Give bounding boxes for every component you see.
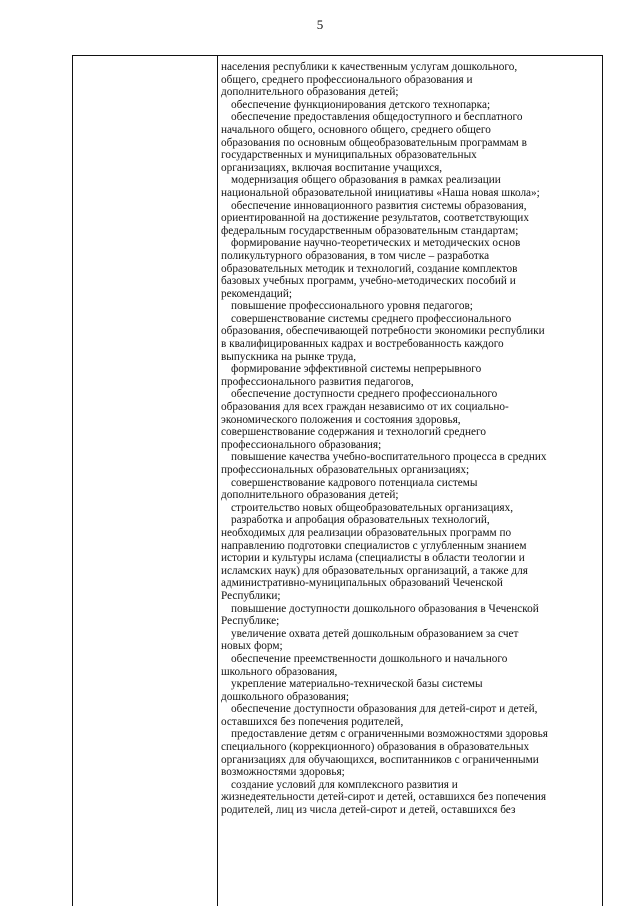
text-line: обеспечение доступности образования для детей-сирот и детей, [231, 703, 538, 716]
text-line: рекомендаций; [221, 287, 292, 300]
text-line: экономического положения и состояния здоровья, [221, 413, 461, 426]
text-line: организациях для обучающихся, воспитанников с ограниченными [221, 753, 539, 766]
text-line: исламских наук) для образовательных организаций, а также для [221, 564, 528, 577]
table-left-cell [72, 56, 218, 906]
text-line: укрепление материально-технической базы системы [231, 678, 483, 691]
text-line: жизнедеятельности детей-сирот и детей, оставшихся без попечения [221, 791, 547, 804]
text-line: федеральным государственным образовательным стандартам; [221, 224, 519, 237]
text-line: ориентированной на достижение результатов, соответствующих [221, 212, 529, 225]
text-line: национальной образовательной инициативы «Наша новая школа»; [221, 186, 540, 199]
text-line: дополнительного образования детей; [221, 489, 399, 502]
document-table [72, 55, 603, 906]
page-number: 5 [316, 17, 324, 32]
text-line: возможностями здоровья; [221, 766, 345, 779]
text-line: Республики; [221, 589, 281, 602]
text-line: увеличение охвата детей дошкольным образованием за счет [231, 627, 519, 640]
text-line: выпускника на рынке труда, [221, 350, 357, 363]
text-line: дополнительного образования детей; [221, 86, 399, 99]
text-line: базовых учебных программ, учебно-методических пособий и [221, 275, 516, 288]
text-line: населения республики к качественным услугам дошкольного, [221, 61, 518, 73]
text-line: обеспечение предоставления общедоступного и бесплатного [231, 111, 523, 124]
text-line: образования для всех граждан независимо от их социально- [221, 401, 509, 414]
text-line: профессионального развития педагогов, [221, 375, 414, 388]
text-line: строительство новых общеобразовательных организациях, [231, 501, 514, 514]
text-line: совершенствование кадрового потенциала системы [231, 476, 478, 489]
text-line: дошкольного образования; [221, 690, 350, 703]
text-line: общего, среднего профессионального образования и [221, 73, 473, 86]
text-line: повышение профессионального уровня педагогов; [231, 300, 473, 313]
text-line: поликультурного образования, в том числе – разработка [221, 249, 490, 262]
text-line: государственных и муниципальных образовательных [221, 149, 477, 162]
text-line: специального (коррекционного) образования в образовательных [221, 741, 530, 754]
text-line: повышение доступности дошкольного образования в Чеченской [231, 602, 539, 615]
text-line: модернизация общего образования в рамках реализации [231, 174, 501, 187]
text-line: начального общего, основного общего, среднего общего [221, 123, 491, 136]
text-line: совершенствование системы среднего профессионального [231, 312, 512, 325]
text-line: образования, обеспечивающей потребности экономики республики [221, 325, 545, 338]
table-cell-text [221, 61, 599, 817]
text-line: обеспечение инновационного развития системы образования, [231, 199, 527, 212]
text-line: организациях, включая воспитание учащихся, [221, 161, 443, 174]
text-line: обеспечение преемственности дошкольного и начального [231, 652, 508, 665]
text-line: оставшихся без попечения родителей, [221, 715, 404, 728]
text-line: профессиональных образовательных организациях; [221, 464, 470, 476]
text-line: образовательных методик и технологий, создание комплектов [221, 262, 518, 275]
text-line: профессионального образования; [221, 438, 382, 451]
text-line: формирование эффективной системы непрерывного [231, 363, 482, 376]
text-line: школьного образования, [221, 665, 338, 678]
text-line: повышение качества учебно-воспитательного процесса в средних [231, 451, 547, 464]
table-right-cell [216, 56, 603, 906]
text-line: совершенствование содержания и технологий среднего [221, 426, 486, 439]
text-line: образования по основным общеобразовательным программам в [221, 136, 527, 149]
text-line: административно-муниципальных образований Чеченской [221, 577, 503, 590]
text-line: в квалифицированных кадрах и востребованность каждого [221, 338, 504, 351]
text-line: обеспечение функционирования детского технопарка; [231, 98, 491, 111]
text-line: обеспечение доступности среднего профессионального [231, 388, 498, 401]
text-line: истории и культуры ислама (специалисты в области теологии и [221, 552, 525, 565]
text-line: предоставление детям с ограниченными возможностями здоровья [231, 728, 548, 741]
text-line: формирование научно-теоретических и методических основ [231, 237, 521, 250]
text-line: новых форм; [221, 640, 283, 653]
text-line: разработка и апробация образовательных технологий, [231, 514, 490, 527]
text-line: родителей, лиц из числа детей-сирот и детей, оставшихся без [221, 804, 516, 817]
text-line: Республике; [221, 615, 280, 628]
text-line: создание условий для комплексного развития и [231, 778, 458, 791]
text-line: необходимых для реализации образовательных программ по [221, 526, 512, 539]
text-line: направлению подготовки специалистов с углубленным знанием [221, 539, 527, 552]
